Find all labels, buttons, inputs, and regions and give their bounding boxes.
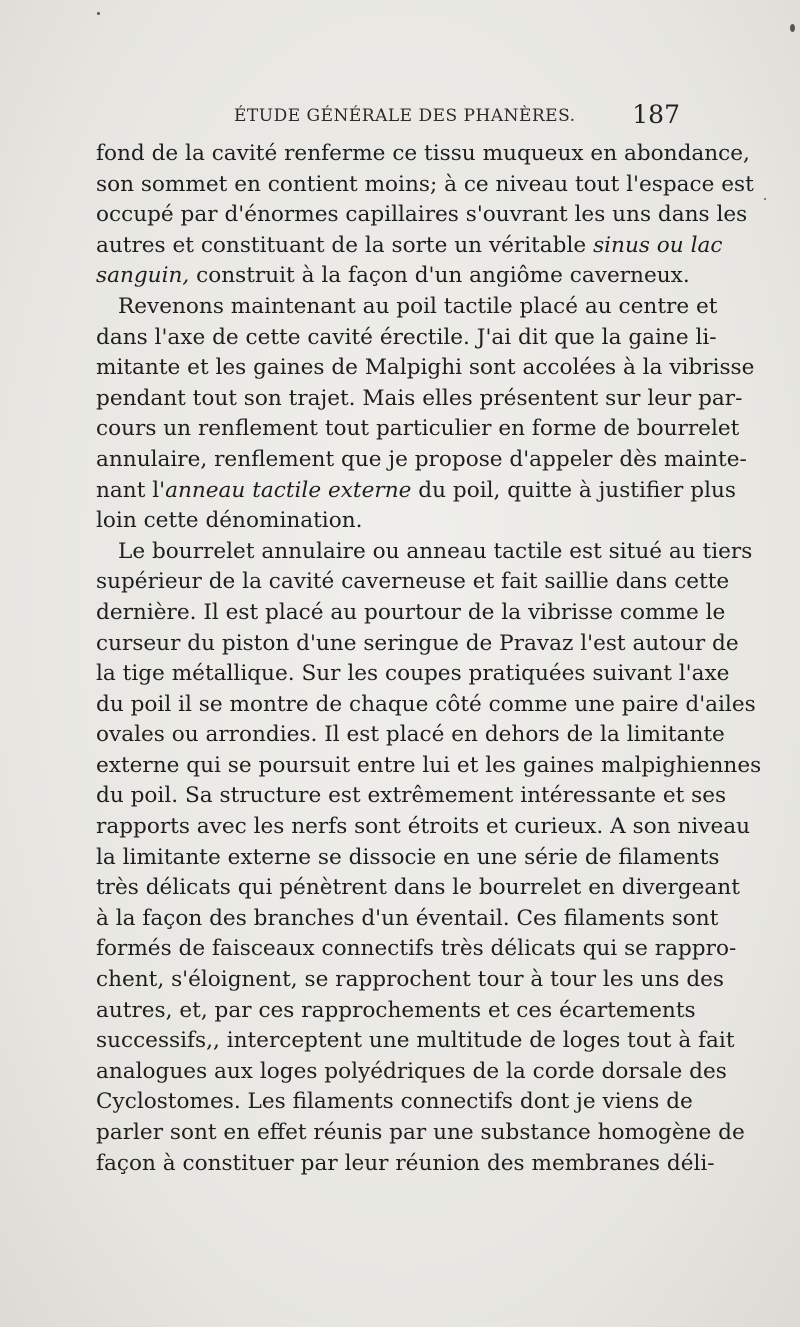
text-line: parler sont en effet réunis par une substance homogène de xyxy=(96,1120,745,1145)
text-line: ovales ou arrondies. Il est placé en dehors de la limitante xyxy=(96,722,725,748)
text-line: supérieur de la cavité caverneuse et fait saillie dans cette xyxy=(96,569,730,595)
text-line: annulaire, renflement que je propose d'appeler dès mainte- xyxy=(96,446,747,472)
text-line: autres, et, par ces rapprochements et ces écartements xyxy=(96,997,696,1023)
text-line: occupé par d'énormes capillaires s'ouvrant les uns dans les xyxy=(96,202,748,228)
text-fragment: du poil, quitte à justifier plus xyxy=(418,477,736,503)
text-line: loin cette dénomination. xyxy=(96,508,363,534)
text-fragment: construit à la façon d'un angiôme caverneux. xyxy=(196,263,690,289)
page-header xyxy=(96,100,680,136)
text-line: formés de faisceaux connectifs très délicats qui se rappro- xyxy=(96,936,737,962)
text-line xyxy=(96,476,736,507)
text-line: la tige métallique. Sur les coupes pratiquées suivant l'axe xyxy=(96,661,730,687)
italic-term: sinus ou lac xyxy=(593,232,723,258)
text-line xyxy=(96,261,690,292)
text-line: curseur du piston d'une seringue de Pravaz l'est autour de xyxy=(96,630,739,656)
text-line: analogues aux loges polyédriques de la corde dorsale des xyxy=(96,1058,727,1084)
text-line: successifs,, interceptent une multitude de loges tout à fait xyxy=(96,1028,735,1054)
text-line: chent, s'éloignent, se rapprochent tour à tour les uns des xyxy=(96,967,725,993)
text-line: façon à constituer par leur réunion des membranes déli- xyxy=(96,1150,715,1176)
text-fragment: nant l' xyxy=(96,477,166,503)
text-line: cours un renflement tout particulier en forme de bourrelet xyxy=(96,416,740,442)
text-line: rapports avec les nerfs sont étroits et curieux. A son niveau xyxy=(96,814,751,840)
paragraph-start-line: Revenons maintenant au poil tactile placé au centre et xyxy=(118,293,718,319)
text-line: pendant tout son trajet. Mais elles présentent sur leur par- xyxy=(96,385,743,411)
text-line: externe qui se poursuit entre lui et les gaines malpighiennes xyxy=(96,752,762,778)
text-line: la limitante externe se dissocie en une série de filaments xyxy=(96,844,720,870)
text-line: son sommet en contient moins; à ce niveau tout l'espace est xyxy=(96,171,754,197)
italic-term: sanguin, xyxy=(96,263,190,289)
text-line: mitante et les gaines de Malpighi sont accolées à la vibrisse xyxy=(96,355,755,381)
body-text xyxy=(96,139,762,1179)
text-line: très délicats qui pénètrent dans le bourrelet en divergeant xyxy=(96,875,740,901)
paragraph-start-line: Le bourrelet annulaire ou anneau tactile est situé au tiers xyxy=(118,538,753,564)
text-line: du poil. Sa structure est extrêmement intéressante et ses xyxy=(96,783,727,809)
running-title: ÉTUDE GÉNÉRALE DES PHANÈRES. xyxy=(234,106,576,126)
text-line: dans l'axe de cette cavité érectile. J'ai dit que la gaine li- xyxy=(96,324,717,350)
text-line: à la façon des branches d'un éventail. Ces filaments sont xyxy=(96,905,719,931)
text-line: dernière. Il est placé au pourtour de la vibrisse comme le xyxy=(96,599,726,625)
paper-speck xyxy=(790,24,795,32)
text-line xyxy=(96,231,723,262)
text-line: du poil il se montre de chaque côté comme une paire d'ailes xyxy=(96,691,756,717)
italic-term: anneau tactile externe xyxy=(165,477,412,503)
text-fragment: autres et constituant de la sorte un véritable xyxy=(96,232,587,258)
page-number: 187 xyxy=(632,100,680,129)
text-line: Cyclostomes. Les filaments connectifs dont je viens de xyxy=(96,1089,693,1115)
paper-speck xyxy=(97,12,100,15)
paper-speck xyxy=(764,198,766,200)
text-line: fond de la cavité renferme ce tissu muqueux en abondance, xyxy=(96,141,750,166)
